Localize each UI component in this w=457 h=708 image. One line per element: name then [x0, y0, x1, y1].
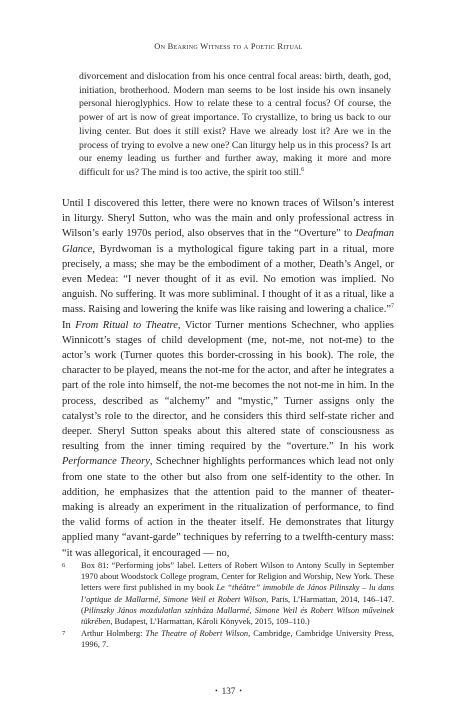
footnote-text: Arthur Holmberg:	[81, 629, 146, 639]
footnote-text: Box 81: “Performing jobs” label. Letters of Robert Wilson to Antony Scully in September 1970 about Woodstock College program, Center for Religion and Worship, New York. These letters were first published in my book	[81, 561, 394, 593]
body-text	[62, 196, 394, 561]
footnote-title: The Theatre of Robert Wilson	[145, 629, 249, 639]
body-text-segment: , Schechner highlights performances which lead not only from one state to the other but also from one self-identity to the other. In addition, he emphasizes that the attention paid to the manner of theater-making is already an experiment in the ritualization of performance, to find the valid forms of action in the theater itself. He demonstrates that liturgy applied many “avant-garde” techniques by referring to a twelfth-century mass: “it was allegorical, it encouraged — no,	[62, 456, 394, 559]
body-text-segment: , Byrdwoman is a mythological figure taking part in a ritual, more precisely, a mass; she may be the embodiment of a mother, Death’s Angel, or even Medea: “I never thought of it as evil. No emotion was implied. No anguish. No suffering. It was more subliminal. I thought of it as a ritual, like a mass. Raising and lowering the knife was like raising and lowering a chalice.”	[62, 243, 394, 316]
footnote-text: , Cambridge, Cambridge University Press, 1996, 7.	[81, 629, 394, 650]
body-text-segment: Until I discovered this letter, there were no known traces of Wilson’s interest in liturgy. Sheryl Sutton, who was the main and only professional actress in Wilson’s early 1970s period, also observes that in the “Overture” to	[62, 198, 394, 240]
quote-text: divorcement and dislocation from his once central focal areas: birth, death, god, initiation, brotherhood. Modern man seems to be lost inside his own insanely personal hieroglyphics. How to relate these to a central focus? Of course, the power of art is now of great importance. To crystallize, to bring us back to our living center. But does it still exist? Have we already lost it? Are we in the process of trying to evolve a new one? Can liturgy help us in this process? Is art our enemy leading us further and further away, making it more and more difficult for us? The mind is too active, the spirit too still.	[79, 71, 391, 178]
footnote-7	[62, 628, 394, 650]
footnote-ref-6[interactable]: 6	[301, 166, 305, 173]
body-text-segment: In	[62, 319, 76, 331]
footnote-ref-7[interactable]: 7	[391, 303, 394, 310]
work-title: Performance Theory	[62, 456, 150, 468]
work-title: Deafman Glance	[62, 228, 394, 255]
footnote-number: 6	[62, 562, 66, 569]
body-paragraph	[62, 196, 394, 561]
running-head: On Bearing Witness to a Poetic Ritual	[154, 42, 303, 51]
block-quote	[79, 70, 391, 180]
page-number	[0, 686, 457, 696]
body-text-segment: , Victor Turner mentions Schechner, who applies Winnicott’s stages of child development (me, not-me, not not-me) to the actor’s work (Turner quotes this border-crossing in his book). The role, the character to be played, means the not-me for the actor, and after he integrates a part of the role into himself, the not-me becomes the not not-me in him. In the process, described as “alchemy” and “mystic,” Turner assigns only the catalyst’s role to the director, and he considers this third self-state richer and deeper. Sheryl Sutton speaks about this altered state of consciousness as resulting from the inner timing required by the “overture.” In his work	[62, 319, 394, 453]
bullet-left-icon: •	[215, 687, 218, 695]
footnote-title: Le “théâtre” immobile de János Pilinszky – lu dans l’optique de Mallarmé, Simone Weil et Robert Wilson	[81, 583, 394, 604]
bullet-right-icon: •	[239, 687, 242, 695]
footnote-text: , Budapest, L’Harmattan, Károli Könyvek, 2015, 109–110.)	[110, 617, 310, 627]
work-title: From Ritual to Theatre	[75, 319, 178, 331]
footnote-text: , Paris, L’Harmattan, 2014, 146–147. (	[81, 594, 394, 615]
footnote-title: Pilinszky János mozdulatlan színháza Mallarmé, Simone Weil és Robert Wilson műveinek tükrében	[81, 605, 394, 627]
footnote-number: 7	[62, 630, 66, 638]
page-number-value: 137	[221, 686, 236, 696]
footnotes	[62, 560, 394, 652]
footnote-6	[62, 560, 394, 627]
quote-paragraph	[79, 70, 391, 180]
